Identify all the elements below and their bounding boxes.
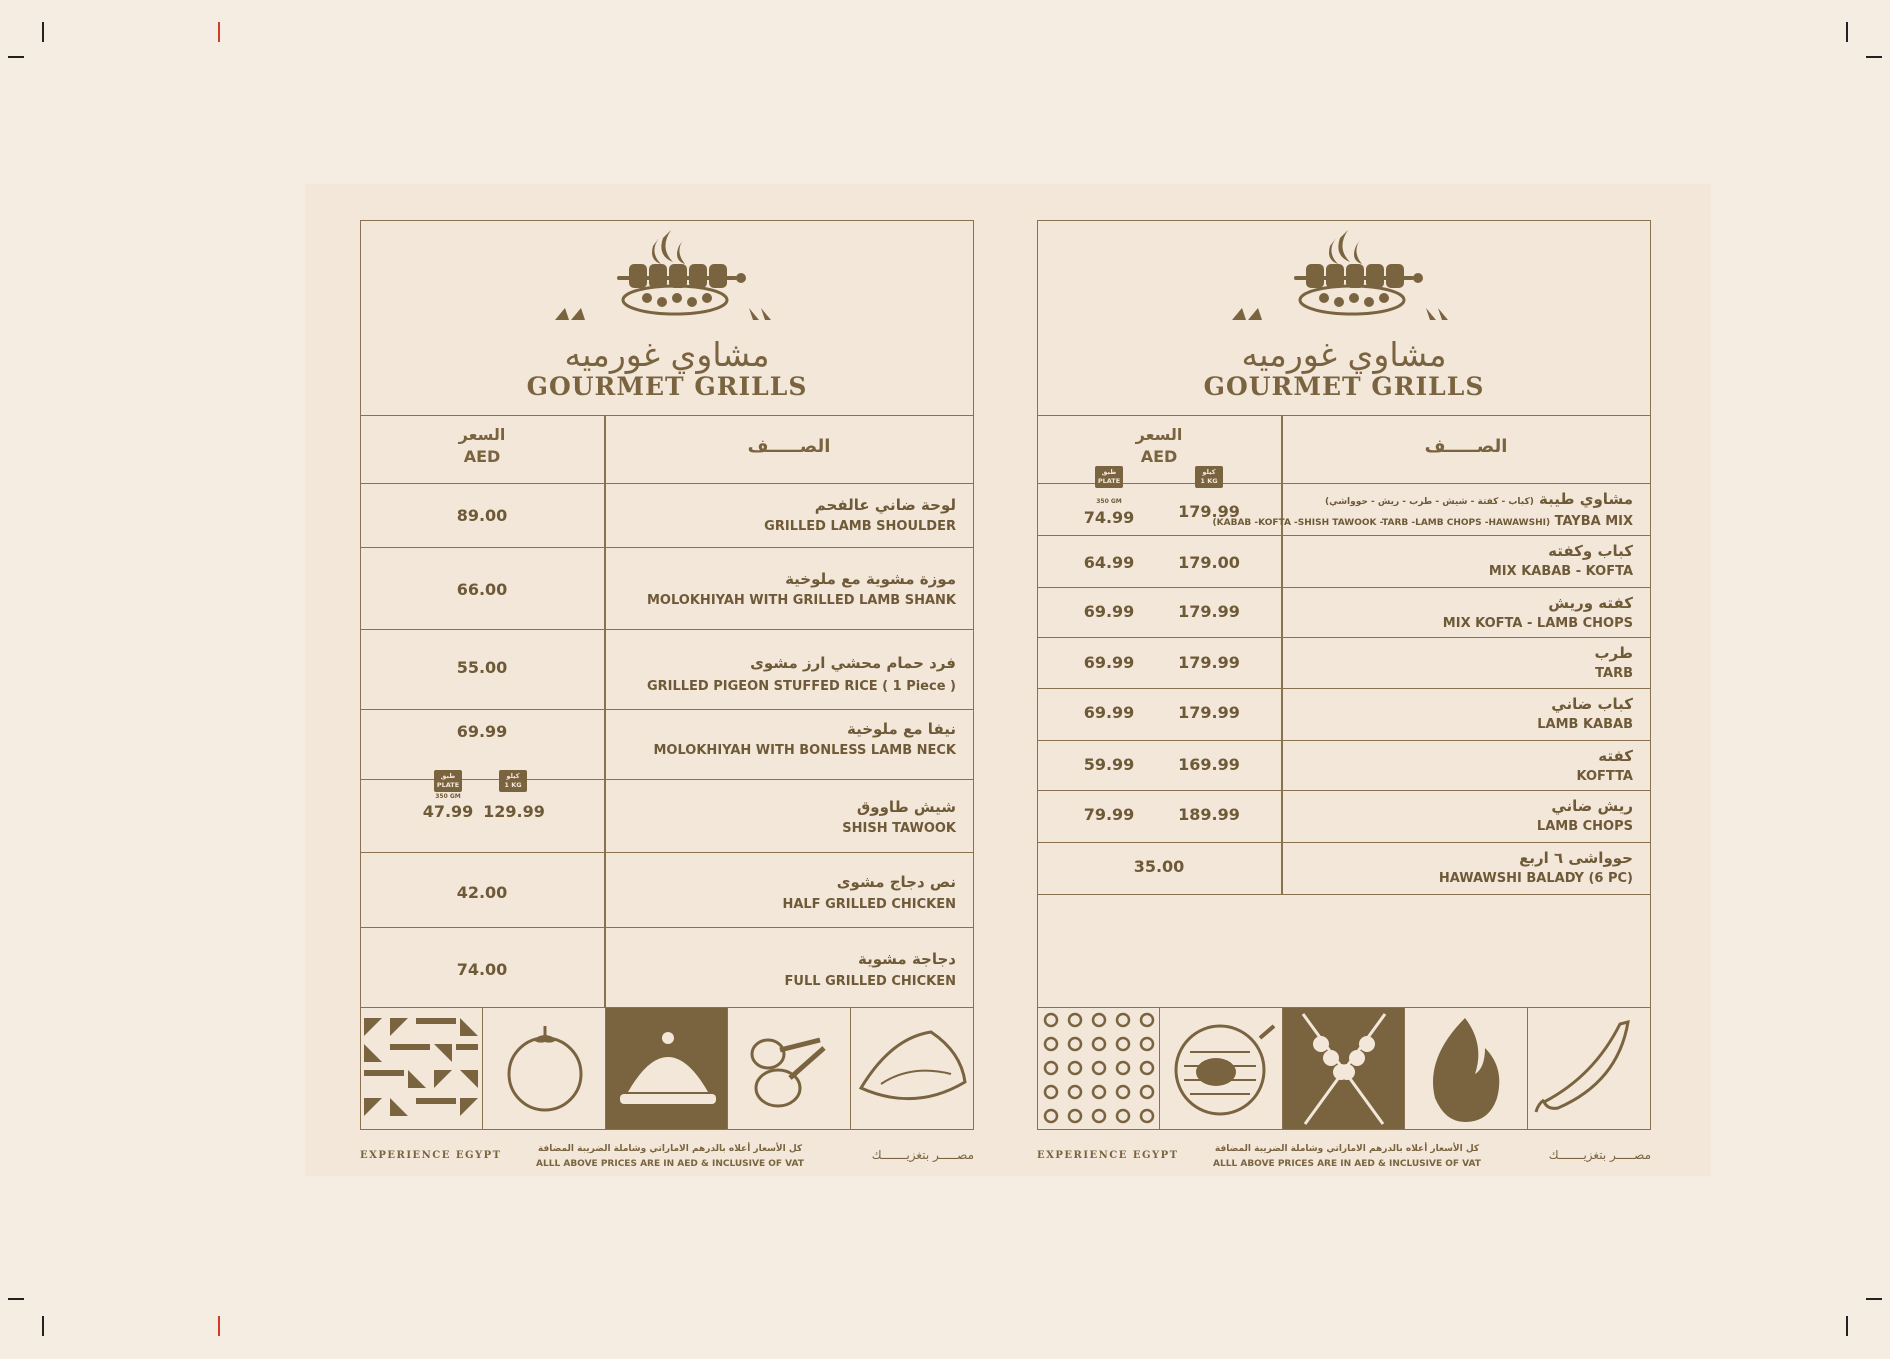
brand-tagline: مصـــــر بتغزيـــــــك — [1548, 1148, 1651, 1162]
menu-row — [1037, 588, 1651, 638]
cloche-icon — [606, 1008, 729, 1129]
crop-mark — [1846, 22, 1848, 42]
experience-egypt-label: EXPERIENCE EGYPT — [360, 1150, 502, 1161]
kilo-price: 189.99 — [1178, 805, 1240, 824]
vat-note-ar: كل الأسعار أعلاه بالدرهم الاماراتي وشاملة الضريبة المضافة — [1214, 1144, 1480, 1154]
dot-pattern-icon — [1037, 1008, 1160, 1129]
price: 42.00 — [456, 883, 508, 902]
item-name-ar: ريش ضاني — [1551, 797, 1633, 815]
item-name-ar: طرب — [1594, 644, 1633, 662]
title-arabic: مشاوي غورميه — [1241, 335, 1447, 374]
item-name-en: HALF GRILLED CHICKEN — [782, 897, 956, 912]
item-name-en: HAWAWSHI BALADY (6 PC) — [1438, 871, 1633, 886]
tomato-tile — [483, 1008, 606, 1129]
flame-icon — [1405, 1008, 1528, 1129]
menu-row — [360, 853, 974, 928]
item-name-ar: حوواشى ٦ اربع — [1519, 849, 1633, 867]
title-english: GOURMET GRILLS — [1203, 372, 1485, 401]
pastry-tile — [851, 1008, 974, 1129]
title-arabic: مشاوي غورميه — [564, 335, 770, 374]
price: 66.00 — [456, 580, 508, 599]
crop-mark — [8, 56, 24, 58]
plate-price: 69.99 — [1083, 602, 1135, 621]
chicken-legs-tile — [728, 1008, 851, 1129]
item-name-en: LAMB KABAB — [1537, 717, 1633, 732]
price: 74.00 — [456, 960, 508, 979]
item-name-ar: شيش طاووق — [856, 798, 956, 816]
price-column-header — [360, 424, 604, 468]
grill-tile — [1160, 1008, 1283, 1129]
item-name-en: MIX KABAB - KOFTA — [1488, 564, 1633, 579]
menu-row — [1037, 791, 1651, 843]
kilo-badge: كيلو 1 KG — [499, 770, 527, 792]
grams-label: 350 GM — [435, 793, 461, 800]
menu-row — [1037, 689, 1651, 741]
crop-mark — [8, 1298, 24, 1300]
item-name-ar: موزة مشوية مع ملوخية — [785, 570, 956, 588]
cloche-tile — [606, 1008, 729, 1129]
item-name-ar: كفته — [1598, 747, 1633, 765]
crop-mark — [42, 1316, 44, 1336]
plate-price: 79.99 — [1083, 805, 1135, 824]
menu-sheet — [305, 184, 1711, 1176]
grill-logo-icon — [547, 228, 787, 338]
menu-panel-left — [360, 220, 974, 1130]
menu-row — [1037, 536, 1651, 588]
plate-price: 69.99 — [1083, 653, 1135, 672]
item-name-en: GRILLED LAMB SHOULDER — [764, 519, 956, 534]
menu-row — [360, 772, 974, 853]
crop-mark — [1866, 1298, 1882, 1300]
item-name-en: FULL GRILLED CHICKEN — [784, 974, 956, 989]
kilo-badge: كيلو 1 KG — [1195, 466, 1223, 488]
menu-row — [360, 484, 974, 548]
crop-mark — [218, 1316, 220, 1336]
panel-footer — [360, 1142, 974, 1172]
item-name-ar: فرد حمام محشي ارز مشوى — [750, 654, 956, 672]
menu-row — [1037, 484, 1651, 536]
kilo-price: 169.99 — [1178, 755, 1240, 774]
price-label-en: AED — [463, 447, 501, 466]
item-name-en: MOLOKHIYAH WITH BONLESS LAMB NECK — [653, 743, 956, 758]
flame-tile — [1405, 1008, 1528, 1129]
crop-mark — [218, 22, 220, 42]
vat-note — [1207, 1142, 1487, 1172]
vat-note-en: ALLL ABOVE PRICES ARE IN AED & INCLUSIVE OF VAT — [1213, 1159, 1481, 1169]
item-name-en: MIX KOFTA - LAMB CHOPS — [1442, 616, 1633, 631]
item-name-ar: كفته وريش — [1548, 594, 1633, 612]
item-name-ar: لوحة ضاني عالفحم — [814, 496, 956, 514]
price-label-ar: السعر — [458, 425, 506, 444]
experience-egypt-label: EXPERIENCE EGYPT — [1037, 1150, 1179, 1161]
panel-footer — [1037, 1142, 1651, 1172]
item-name-en: (KABAB -KOFTA -SHISH TAWOOK -TARB -LAMB CHOPS -HAWAWSHI) TAYBA MIX — [1212, 514, 1633, 529]
item-name-en: MOLOKHIYAH WITH GRILLED LAMB SHANK — [647, 593, 956, 608]
chili-pepper-icon — [1528, 1008, 1651, 1129]
panel-header — [1037, 220, 1651, 416]
price: 55.00 — [456, 658, 508, 677]
item-column-header: الصـــــف — [1424, 436, 1508, 457]
plate-price: 69.99 — [1083, 703, 1135, 722]
item-name-en: SHISH TAWOOK — [842, 821, 956, 836]
crop-mark — [1866, 56, 1882, 58]
vat-note-en: ALLL ABOVE PRICES ARE IN AED & INCLUSIVE OF VAT — [536, 1159, 804, 1169]
vat-note — [530, 1142, 810, 1172]
triangle-pattern-icon — [360, 1008, 483, 1129]
menu-row — [360, 548, 974, 630]
price: 35.00 — [1133, 857, 1185, 876]
item-name-ar: دجاجة مشوية — [858, 950, 956, 968]
item-name-ar: نص دجاج مشوى — [836, 873, 956, 891]
menu-row — [1037, 843, 1651, 895]
illustration-strip — [1037, 1007, 1651, 1130]
menu-row — [360, 630, 974, 710]
pepper-tile — [1528, 1008, 1651, 1129]
item-name-ar: كباب ضاني — [1551, 695, 1633, 713]
grill-logo-icon — [1224, 228, 1464, 338]
item-name-ar: مشاوي طيبة (كباب - كفتة - شيش - طرب - ريش - حوواشي) — [1324, 490, 1633, 508]
price-label-ar: السعر — [1135, 425, 1183, 444]
plate-badge: طبق PLATE — [1095, 466, 1123, 488]
plate-price: 64.99 — [1083, 553, 1135, 572]
price-label-en: AED — [1140, 447, 1178, 466]
item-name-en: GRILLED PIGEON STUFFED RICE ( 1 Piece ) — [646, 679, 956, 694]
price: 69.99 — [456, 722, 508, 741]
crop-mark — [1846, 1316, 1848, 1336]
column-header — [1037, 416, 1651, 484]
crop-mark — [42, 22, 44, 42]
skewers-tile — [1283, 1008, 1406, 1129]
price-column-header — [1037, 424, 1281, 468]
item-column-header: الصـــــف — [747, 436, 831, 457]
pattern-tile — [360, 1008, 483, 1129]
pastry-icon — [851, 1008, 974, 1129]
menu-row — [1037, 638, 1651, 689]
item-name-en: KOFTTA — [1576, 769, 1633, 784]
panel-header — [360, 220, 974, 416]
chicken-leg-icon — [728, 1008, 851, 1129]
tomato-icon — [483, 1008, 606, 1129]
plate-price: 74.99 — [1083, 508, 1135, 527]
menu-panel-right — [1037, 220, 1651, 1130]
menu-row — [360, 928, 974, 1007]
plate-price: 47.99 — [422, 802, 474, 821]
plate-price: 59.99 — [1083, 755, 1135, 774]
vat-note-ar: كل الأسعار أعلاه بالدرهم الاماراتي وشاملة الضريبة المضافة — [537, 1144, 803, 1154]
kilo-price: 179.99 — [1178, 502, 1240, 521]
column-header — [360, 416, 974, 484]
skewer-icon — [1283, 1008, 1406, 1129]
kilo-price: 129.99 — [483, 802, 545, 821]
kilo-price: 179.00 — [1178, 553, 1240, 572]
kilo-price: 179.99 — [1178, 602, 1240, 621]
item-name-en: LAMB CHOPS — [1536, 819, 1633, 834]
title-english: GOURMET GRILLS — [526, 372, 808, 401]
plate-badge: طبق PLATE — [434, 770, 462, 792]
item-name-ar: كباب وكفته — [1548, 542, 1633, 560]
menu-row — [1037, 741, 1651, 791]
price: 89.00 — [456, 506, 508, 525]
dots-tile — [1037, 1008, 1160, 1129]
grams-label: 350 GM — [1096, 498, 1122, 505]
brand-tagline: مصـــــر بتغزيـــــــك — [871, 1148, 974, 1162]
item-name-ar: نيفا مع ملوخية — [846, 720, 956, 738]
item-name-en: TARB — [1595, 666, 1633, 681]
kilo-price: 179.99 — [1178, 703, 1240, 722]
grill-icon — [1160, 1008, 1283, 1129]
illustration-strip — [360, 1007, 974, 1130]
kilo-price: 179.99 — [1178, 653, 1240, 672]
